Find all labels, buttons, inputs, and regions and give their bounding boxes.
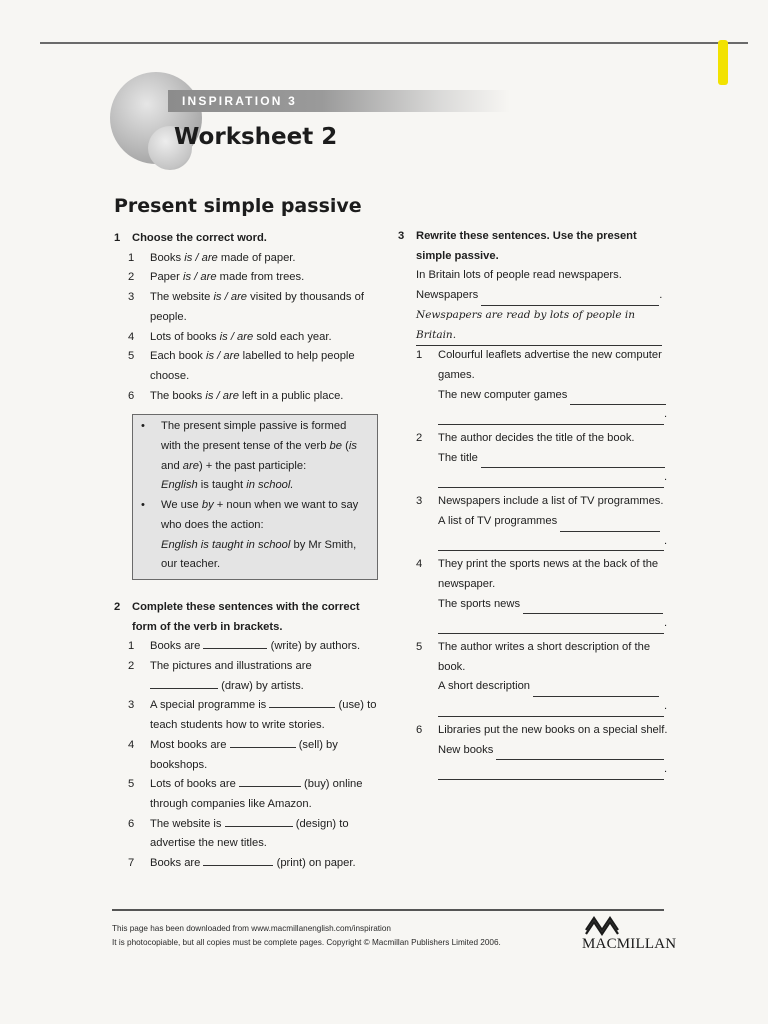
word-choice[interactable]: is / are xyxy=(184,251,218,264)
word-choice[interactable]: is / are xyxy=(219,330,254,343)
header-banner xyxy=(168,90,510,112)
answer-blank[interactable] xyxy=(225,815,293,827)
word-choice[interactable]: is / are xyxy=(205,389,239,402)
exercise-2-item: 1 Books are (write) by authors. xyxy=(114,637,384,657)
footer-line-1: This page has been downloaded from www.macmillanenglish.com/inspiration xyxy=(112,924,391,933)
example-sentence: In Britain lots of people read newspapers. xyxy=(416,269,622,282)
worksheet-title: Worksheet 2 xyxy=(174,124,338,150)
answer-line[interactable] xyxy=(438,538,664,551)
word-choice[interactable]: is / are xyxy=(182,271,217,284)
exercise-1-item: 4 Lots of books is / are sold each year. xyxy=(128,330,332,343)
publisher-logo-text: MACMILLAN xyxy=(582,936,677,952)
answer-blank[interactable] xyxy=(560,520,660,532)
exercise-1-instruction: Choose the correct word. xyxy=(132,232,267,244)
answer-line[interactable] xyxy=(438,475,664,488)
answer-blank[interactable] xyxy=(269,696,335,708)
exercise-2-item: 6 The website is (design) to advertise the new titles. xyxy=(114,815,384,854)
rule-bullet-2: • We use by + noun when we want to say who does the action: English is taught in school by Mr Smith, our teacher. xyxy=(141,496,369,575)
answer-line[interactable] xyxy=(438,412,664,425)
exercise-3-heading: 3 Rewrite these sentences. Use the present simple passive. xyxy=(398,227,673,266)
footer-divider xyxy=(112,909,664,911)
example-answer: Newspapers are read by lots of people in Britain. xyxy=(398,306,673,346)
exercise-3-instruction: Rewrite these sentences. Use the present simple passive. xyxy=(416,230,637,262)
exercise-1-heading: 1 Choose the correct word. xyxy=(114,229,384,249)
exercise-2-item: 4 Most books are (sell) by bookshops. xyxy=(114,736,384,775)
exercise-2-item: 2 The pictures and illustrations are (draw) by artists. xyxy=(128,660,312,692)
bullet-icon: • xyxy=(141,499,145,512)
exercise-2-item: 3 A special programme is (use) to teach students how to write stories. xyxy=(114,696,384,735)
rule-bullet-1: • The present simple passive is formed with the present tense of the verb be (is and are) + the past participle: English is taught in school. xyxy=(141,417,369,496)
exercise-1-item: 1 Books is / are made of paper. xyxy=(128,251,296,264)
answer-blank[interactable] xyxy=(239,775,301,787)
answer-blank[interactable] xyxy=(150,677,218,689)
answer-blank[interactable] xyxy=(230,736,296,748)
footer-text xyxy=(112,922,501,950)
exercise-2-items xyxy=(114,637,384,873)
exercise-1-item: 3 The website is / are visited by thousands of people. xyxy=(128,291,364,323)
section-title: Present simple passive xyxy=(114,195,362,217)
exercise-1-item: 6 The books is / are left in a public place. xyxy=(128,389,344,402)
answer-blank[interactable] xyxy=(523,602,663,614)
answer-blank[interactable] xyxy=(203,637,267,649)
bullet-icon: • xyxy=(141,420,145,433)
exercise-3-item: 3 Newspapers include a list of TV programmes. A list of TV programmes . xyxy=(398,492,673,551)
top-border-line xyxy=(40,42,748,44)
exercise-1-item: 2 Paper is / are made from trees. xyxy=(128,271,305,284)
word-choice[interactable]: is / are xyxy=(213,291,248,304)
answer-line[interactable] xyxy=(438,767,664,780)
answer-blank[interactable] xyxy=(481,456,665,468)
highlighter-mark xyxy=(718,40,728,85)
answer-line[interactable] xyxy=(438,704,664,717)
answer-blank[interactable] xyxy=(533,685,659,697)
right-column xyxy=(398,227,673,780)
banner-text: INSPIRATION 3 xyxy=(182,94,298,108)
exercise-3-item: 2 The author decides the title of the book. The title . xyxy=(398,429,673,488)
exercise-2-heading: 2 Complete these sentences with the correct form of the verb in brackets. xyxy=(114,598,384,637)
answer-blank[interactable] xyxy=(570,393,666,405)
exercise-3-item: 4 They print the sports news at the back of the newspaper. The sports news . xyxy=(398,555,673,634)
exercise-3-item: 6 Libraries put the new books on a special shelf. New books . xyxy=(398,721,673,780)
answer-blank[interactable] xyxy=(203,854,273,866)
word-choice[interactable]: is / are xyxy=(205,350,240,363)
exercise-1-item: 5 Each book is / are labelled to help people choose. xyxy=(128,350,355,382)
left-column xyxy=(114,229,384,874)
exercise-2-item: 7 Books are (print) on paper. xyxy=(114,854,384,874)
grammar-rule-box xyxy=(132,414,378,580)
example-prompt: Newspapers . xyxy=(398,286,673,306)
exercise-1-items xyxy=(114,249,384,407)
exercise-2-item: 5 Lots of books are (buy) online through companies like Amazon. xyxy=(114,775,384,814)
exercise-3-item: 5 The author writes a short description of the book. A short description . xyxy=(398,638,673,717)
footer-line-2: It is photocopiable, but all copies must be complete pages. Copyright © Macmillan Publishers Limited 2006. xyxy=(112,938,501,947)
answer-blank[interactable] xyxy=(496,748,664,760)
answer-line[interactable] xyxy=(438,621,664,634)
exercise-2-instruction: Complete these sentences with the correct form of the verb in brackets. xyxy=(132,600,360,633)
exercise-3-item: 1 Colourful leaflets advertise the new computer games. The new computer games . xyxy=(398,346,673,425)
